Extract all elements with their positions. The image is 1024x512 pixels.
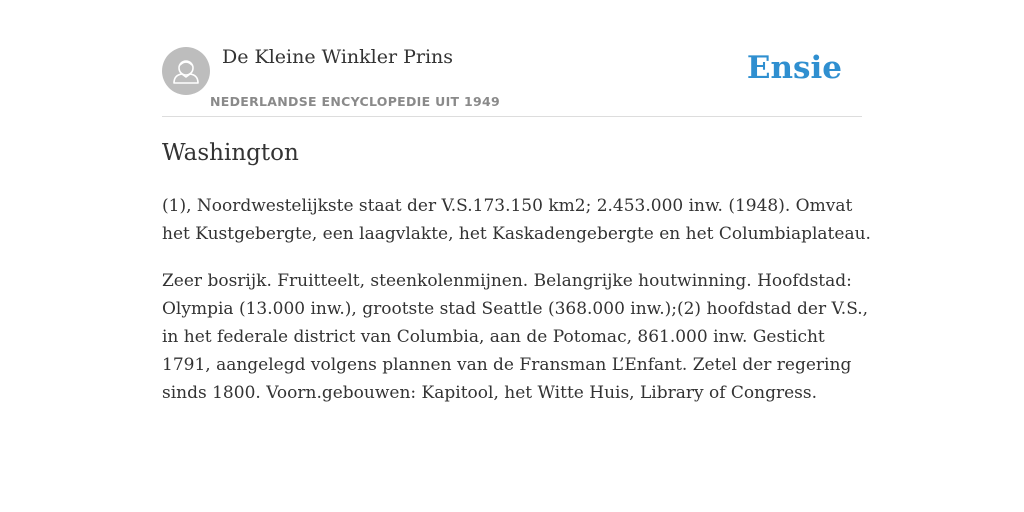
avatar[interactable] xyxy=(162,47,210,95)
article-paragraph xyxy=(162,192,871,248)
article-title: Washington xyxy=(162,140,299,166)
article-body xyxy=(162,192,871,426)
page-container xyxy=(162,0,871,403)
text-line: Zeer bosrijk. Fruitteelt, steenkolenmijnen. Belangrijke houtwinning. Hoofdstad: xyxy=(162,271,852,291)
text-line: in het federale district van Columbia, aan de Potomac, 861.000 inw. Gesticht xyxy=(162,327,825,347)
text-line: 1791, aangelegd volgens plannen van de Fransman L’Enfant. Zetel der regering xyxy=(162,355,852,375)
text-line: sinds 1800. Voorn.gebouwen: Kapitool, het Witte Huis, Library of Congress. xyxy=(162,383,818,403)
brand-logo-link[interactable]: Ensie xyxy=(746,50,842,86)
encyclopedia-subtitle: NEDERLANDSE ENCYCLOPEDIE UIT 1949 xyxy=(210,94,500,109)
text-line: (1), Noordwestelijkste staat der V.S.173.150 km2; 2.453.000 inw. (1948). Omvat xyxy=(162,196,853,216)
author-name[interactable]: De Kleine Winkler Prins xyxy=(222,46,454,68)
article-paragraph xyxy=(162,267,869,407)
page-header xyxy=(162,0,862,117)
user-icon xyxy=(162,47,210,95)
text-line: Olympia (13.000 inw.), grootste stad Seattle (368.000 inw.);(2) hoofdstad der V.S., xyxy=(162,299,869,319)
text-line: het Kustgebergte, een laagvlakte, het Kaskadengebergte en het Columbiaplateau. xyxy=(162,224,871,244)
